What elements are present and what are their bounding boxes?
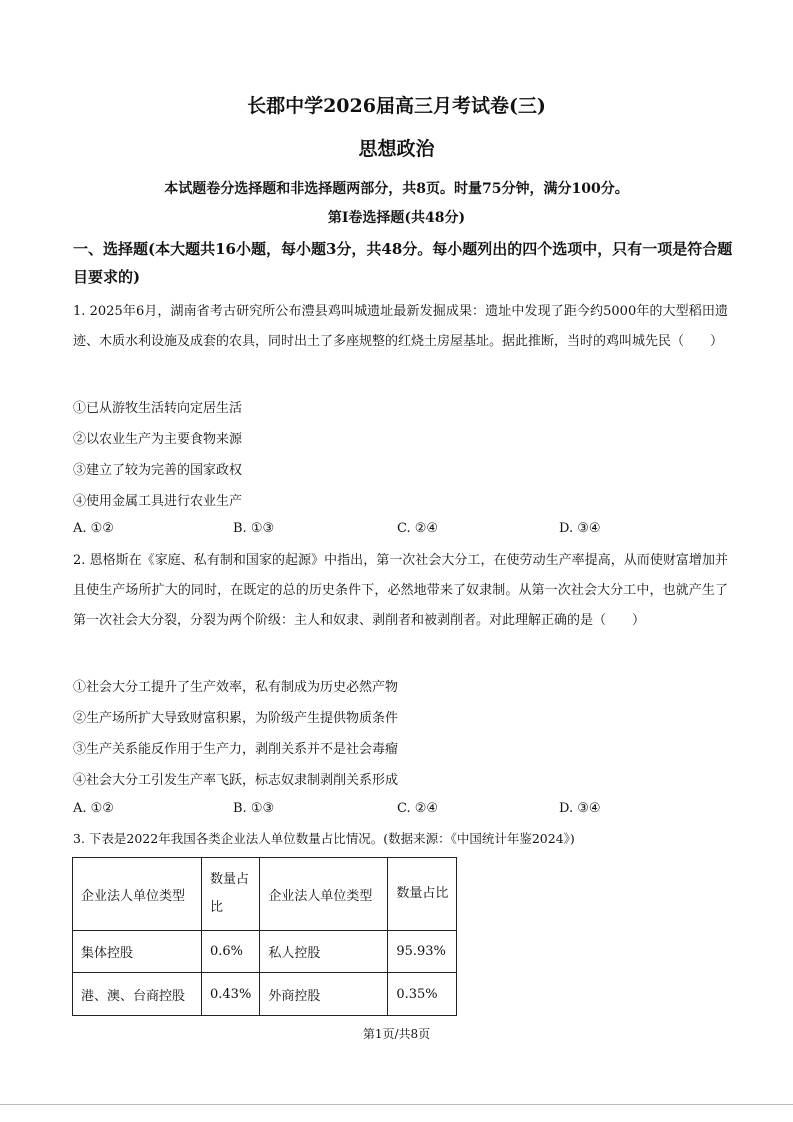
question-2-option-d[interactable]: D. ③④ [559,801,601,816]
table-cell: 0.35% [388,973,457,1016]
table-header-cell: 数量占比 [202,858,260,931]
exam-instructions: 本试题卷分选择题和非选择题两部分，共8页。时量75分钟，满分100分。 [164,181,629,197]
table-header-cell: 数量占比 [388,858,457,931]
question-1-option-c[interactable]: C. ②④ [397,521,439,536]
table-header-cell: 企业法人单位类型 [260,858,388,931]
table-cell: 集体控股 [73,931,202,973]
table-cell: 私人控股 [260,931,388,973]
part-title: 第Ⅰ卷选择题(共48分) [327,210,466,226]
question-1-option-b[interactable]: B. ①③ [233,521,275,536]
table-cell: 港、澳、台商控股 [73,973,202,1016]
table-cell: 0.43% [202,973,260,1016]
question-2-option-b[interactable]: B. ①③ [233,801,275,816]
question-1-stem: 1. 2025年6月，湖南省考古研究所公布澧县鸡叫城遗址最新发掘成果：遗址中发现了距今约5000年的大型稻田遗迹、木质水利设施及成套的农具，同时出土了多座规整的红烧土房屋基址。据此推断，当时的鸡叫城先民（ ） [73,304,728,349]
table-row [73,931,457,973]
table-header-row [73,858,457,931]
table-cell: 外商控股 [260,973,388,1016]
question-3-stem: 3. 下表是2022年我国各类企业法人单位数量占比情况。(数据来源：《中国统计年鉴2024》) [73,831,575,846]
table-row [73,973,457,1016]
question-1-item: ④使用金属工具进行农业生产 [73,494,243,509]
question-2-item: ④社会大分工引发生产率飞跃，标志奴隶制剥削关系形成 [73,773,399,788]
question-2-item: ②生产场所扩大导致财富积累，为阶级产生提供物质条件 [73,711,399,726]
table-header-cell: 企业法人单位类型 [73,858,202,931]
enterprise-share-table [72,857,457,1016]
question-2-option-c[interactable]: C. ②④ [397,801,439,816]
question-2-item: ③生产关系能反作用于生产力，剥削关系并不是社会毒瘤 [73,742,399,757]
section-heading: 一、选择题(本大题共16小题，每小题3分，共48分。每小题列出的四个选项中，只有一项是符合题目要求的) [73,240,733,286]
exam-title: 长郡中学2026届高三月考试卷(三) [247,95,546,117]
table-cell: 0.6% [202,931,260,973]
question-2-option-a[interactable]: A. ①② [73,801,114,816]
page-bottom-divider [0,1104,793,1105]
question-1-item: ②以农业生产为主要食物来源 [73,432,243,447]
question-1-option-d[interactable]: D. ③④ [559,521,601,536]
subject-title: 思想政治 [358,138,435,160]
question-1-item: ①已从游牧生活转向定居生活 [73,401,243,416]
page-footer: 第1页/共8页 [362,1027,431,1041]
question-2-item: ①社会大分工提升了生产效率，私有制成为历史必然产物 [73,680,399,695]
question-2-stem: 2. 恩格斯在《家庭、私有制和国家的起源》中指出，第一次社会大分工，在使劳动生产率提高，从而使财富增加并且使生产场所扩大的同时，在既定的总的历史条件下，必然地带来了奴隶制。从第一次社会大分工中，也就产生了第一次社会大分裂，分裂为两个阶级：主人和奴隶、剥削者和被剥削者。对此理解正确的是（ ） [73,553,728,628]
question-1-option-a[interactable]: A. ①② [73,521,114,536]
question-1-item: ③建立了较为完善的国家政权 [73,463,243,478]
table-cell: 95.93% [388,931,457,973]
